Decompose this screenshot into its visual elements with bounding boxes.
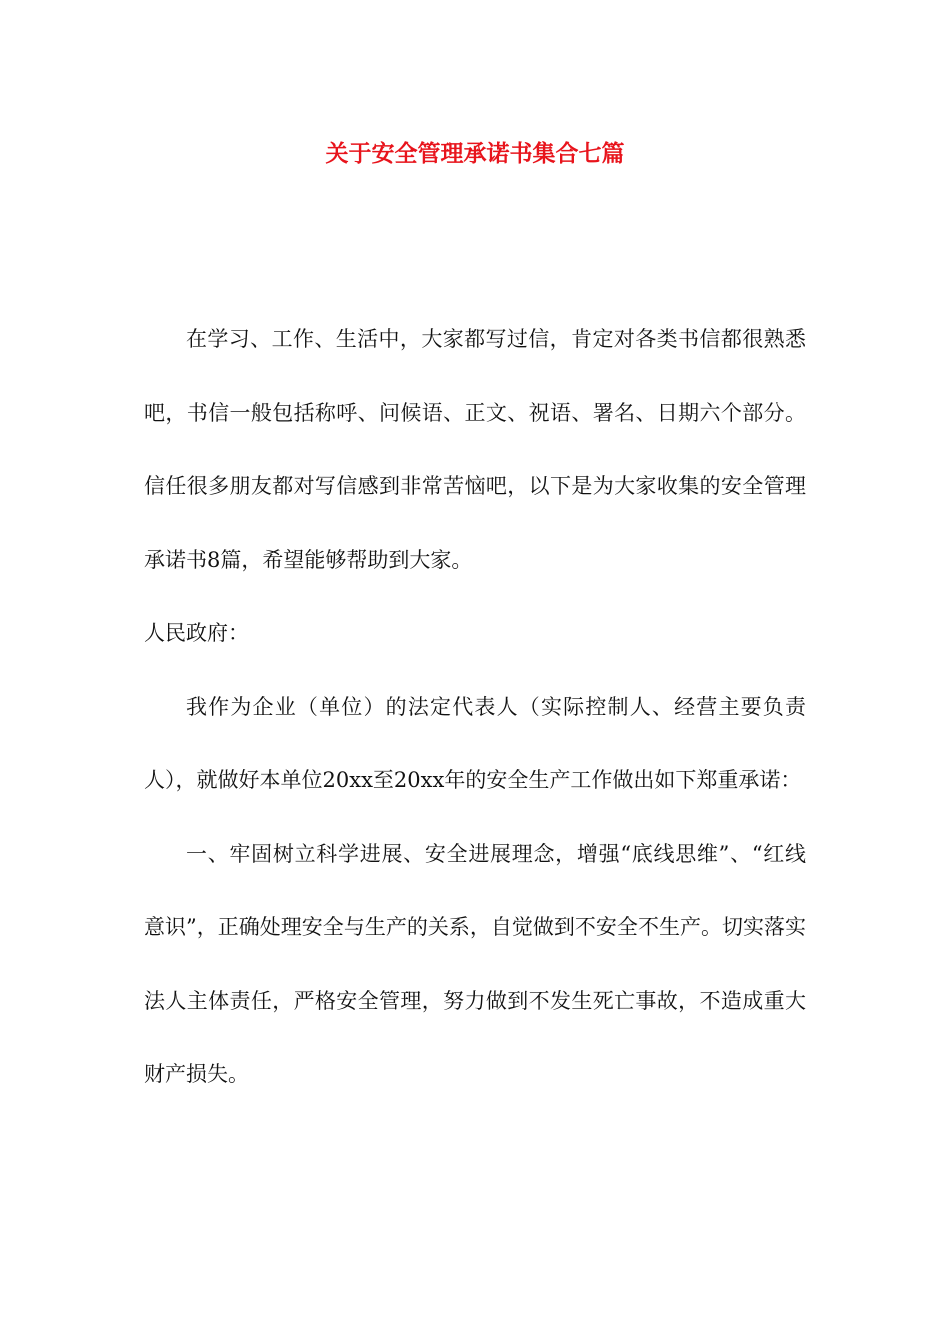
pledge-item-1-paragraph: 一、牢固树立科学进展、安全进展理念，增强“底线思维”、“红线意识”，正确处理安全与生产的关系，自觉做到不安全不生产。切实落实法人主体责任，严格安全管理，努力做到不发生死亡事故，不造成重大财产损失。: [144, 841, 806, 1086]
intro-paragraph: 在学习、工作、生活中，大家都写过信，肯定对各类书信都很熟悉吧，书信一般包括称呼、问候语、正文、祝语、署名、日期六个部分。信任很多朋友都对写信感到非常苦恼吧，以下是为大家收集的安全管理承诺书8篇，希望能够帮助到大家。: [144, 327, 806, 572]
document-title: 关于安全管理承诺书集合七篇: [325, 140, 625, 167]
salutation-paragraph: 人民政府：: [144, 621, 249, 645]
document-body: [144, 303, 806, 1112]
pledge-intro-paragraph: 我作为企业（单位）的法定代表人（实际控制人、经营主要负责人），就做好本单位20xx至20xx年的安全生产工作做出如下郑重承诺：: [144, 694, 806, 792]
